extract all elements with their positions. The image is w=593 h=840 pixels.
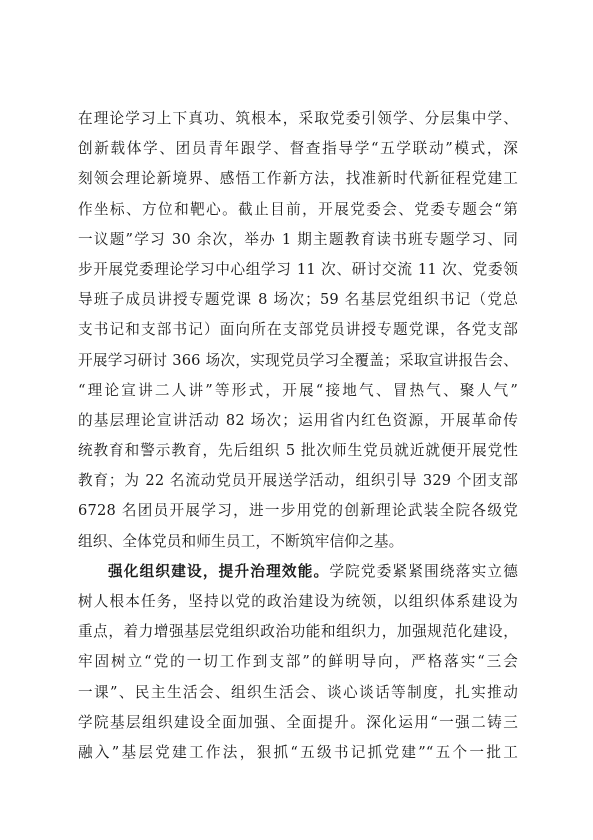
- paragraph-2-line-7: 融入”基层党建工作法，狠抓“五级书记抓党建”“五个一批工: [78, 743, 518, 761]
- paragraph-1-line-10: “理论宣讲二人讲”等形式，开展“接地气、冒热气、聚人气”: [78, 381, 518, 399]
- paragraph-1-line-5: 一议题”学习 30 余次，举办 1 期主题教育读书班专题学习、同: [78, 230, 518, 248]
- paragraph-1-line-13: 教育；为 22 名流动党员开展送学活动，组织引导 329 个团支部: [78, 472, 518, 490]
- paragraph-1-line-7: 导班子成员讲授专题党课 8 场次；59 名基层党组织书记（党总: [78, 291, 518, 309]
- paragraph-2-heading: 强化组织建设，提升治理效能。: [108, 562, 330, 580]
- paragraph-2-first-line-text: 学院党委紧紧围绕落实立德: [329, 562, 518, 580]
- paragraph-2-line-3: 重点，着力增强基层党组织政治功能和组织力，加强规范化建设，: [78, 623, 518, 641]
- paragraph-2-line-6: 学院基层组织建设全面加强、全面提升。深化运用“一强二铸三: [78, 713, 518, 731]
- paragraph-1-line-12: 统教育和警示教育，先后组织 5 批次师生党员就近就便开展党性: [78, 442, 518, 460]
- paragraph-1-line-3: 刻领会理论新境界、感悟工作新方法，找准新时代新征程党建工: [78, 170, 518, 188]
- paragraph-2-line-2: 树人根本任务，坚持以党的政治建设为统领，以组织体系建设为: [78, 593, 518, 610]
- paragraph-2-line-4: 牢固树立“党的一切工作到支部”的鲜明导向，严格落实“三会: [78, 653, 518, 671]
- paragraph-2-line-5: 一课”、民主生活会、组织生活会、谈心谈话等制度，扎实推动: [78, 683, 518, 701]
- paragraph-1-line-9: 开展学习研讨 366 场次，实现党员学习全覆盖；采取宣讲报告会、: [78, 351, 518, 369]
- paragraph-1-line-8: 支书记和支部书记）面向所在支部党员讲授专题党课，各党支部: [78, 321, 518, 339]
- paragraph-1-line-2: 创新载体学、团员青年跟学、督查指导学“五学联动”模式，深: [78, 140, 518, 158]
- paragraph-2-line-1: [78, 557, 518, 587]
- paragraph-1-line-11: 的基层理论宣讲活动 82 场次；运用省内红色资源，开展革命传: [78, 411, 518, 429]
- paragraph-1-line-15: 组织、全体党员和师生员工，不断筑牢信仰之基。: [78, 532, 404, 550]
- paragraph-1-line-14: 6728 名团员开展学习，进一步用党的创新理论武装全院各级党: [78, 502, 518, 520]
- paragraph-1-line-1: 在理论学习上下真功、筑根本，采取党委引领学、分层集中学、: [78, 110, 518, 127]
- paragraph-1-line-6: 步开展党委理论学习中心组学习 11 次、研讨交流 11 次、党委领: [78, 260, 518, 278]
- paragraph-1-line-4: 作坐标、方位和靶心。截止目前，开展党委会、党委专题会“第: [78, 200, 518, 218]
- document-body: [78, 104, 518, 768]
